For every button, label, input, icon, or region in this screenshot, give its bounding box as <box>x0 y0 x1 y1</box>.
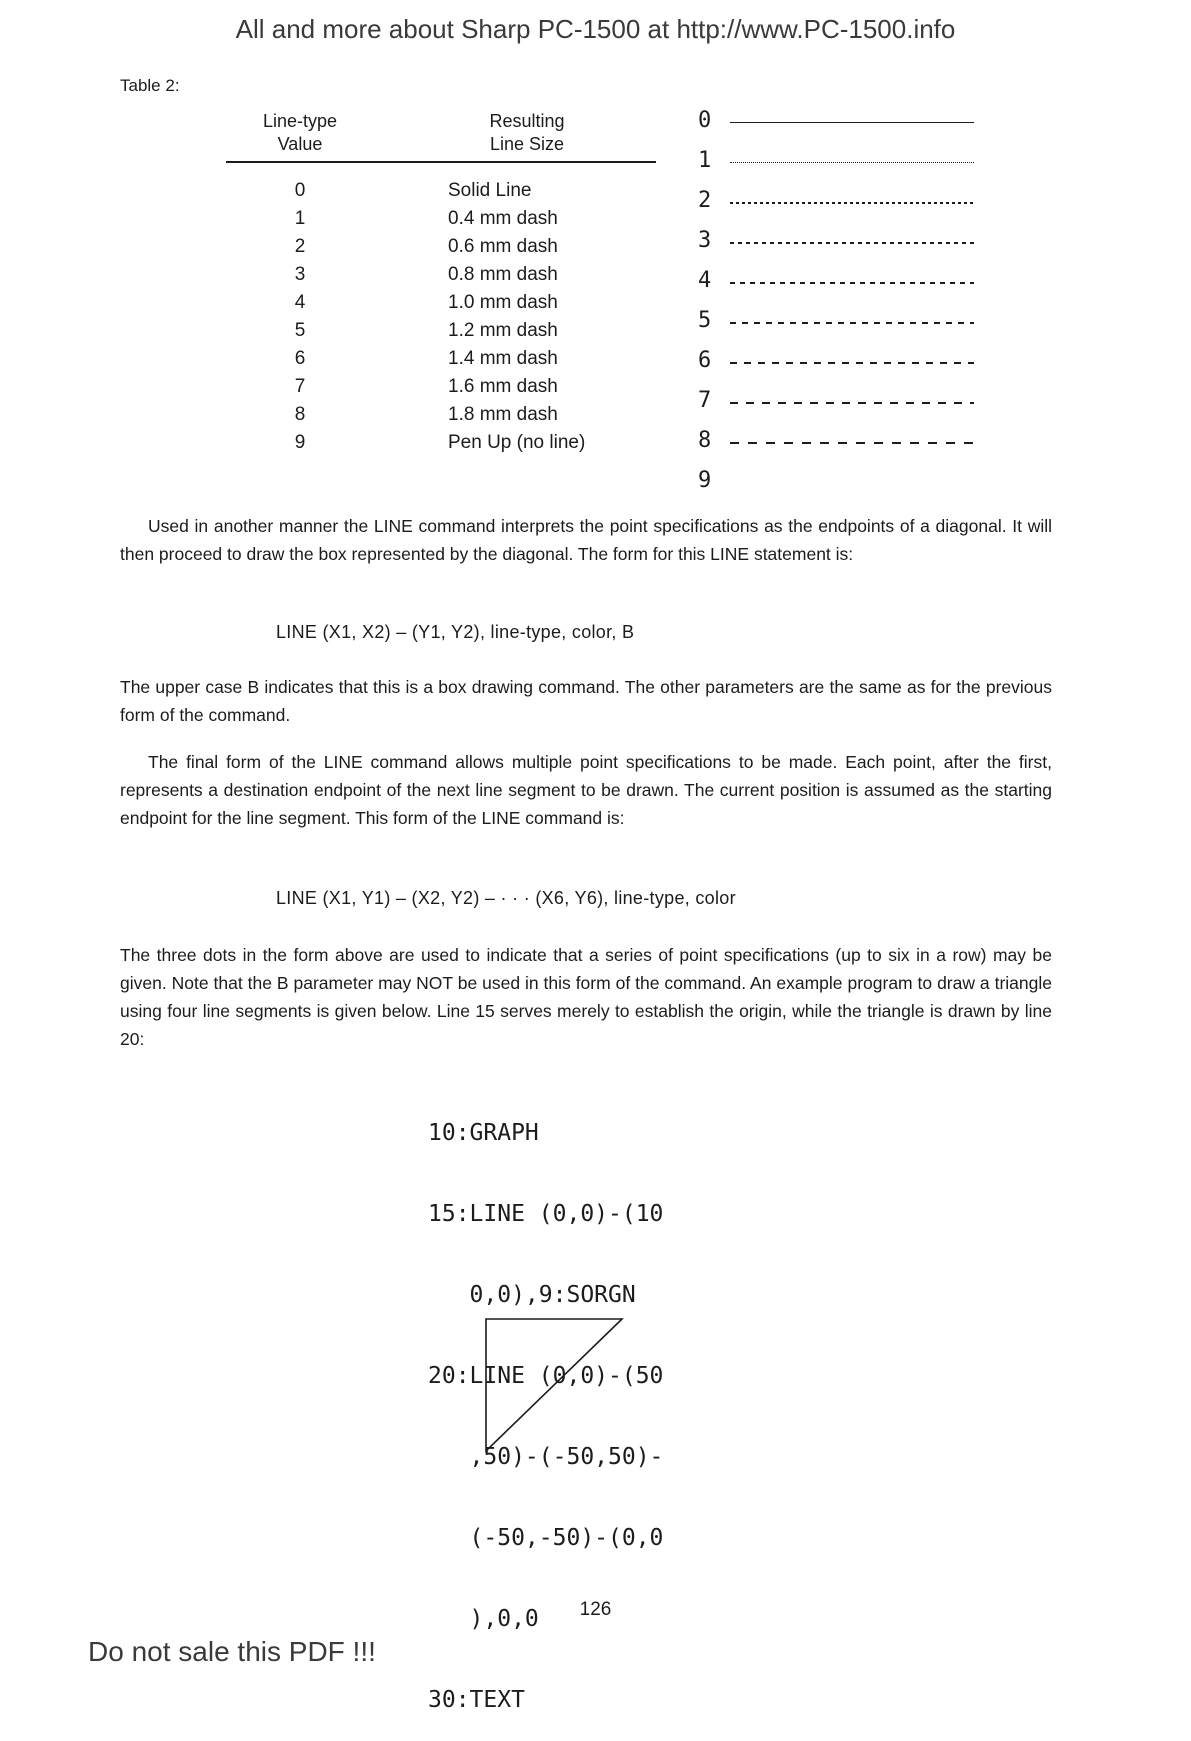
triangle-plot-output <box>470 1305 640 1465</box>
line-type-value: 3 <box>294 264 306 285</box>
line-type-value: 0 <box>294 180 306 201</box>
program-line: ),0,0 <box>428 1606 539 1632</box>
sample-label: 8 <box>698 428 712 453</box>
syntax-line-box: LINE (X1, X2) – (Y1, Y2), line-type, color, B <box>276 622 635 642</box>
syntax-line-multi-point: LINE (X1, Y1) – (X2, Y2) – · · · (X6, Y6), line-type, color <box>276 888 736 908</box>
program-line: (-50,-50)-(0,0 <box>428 1525 664 1551</box>
line-size: 1.2 mm dash <box>448 320 558 341</box>
line-type-value: 7 <box>294 376 306 397</box>
column-header-resulting-line-size: Resulting Line Size <box>489 111 565 154</box>
table-header-rule <box>226 161 656 163</box>
sample-label: 9 <box>698 468 712 493</box>
line-size: 1.0 mm dash <box>448 292 558 313</box>
line-type-value: 4 <box>294 292 306 313</box>
site-banner: All and more about Sharp PC-1500 at http://www.PC-1500.info <box>235 14 956 44</box>
line-size: 0.8 mm dash <box>448 264 558 285</box>
triangle-shape <box>486 1319 622 1451</box>
line-size: 1.4 mm dash <box>448 348 558 369</box>
sample-line <box>730 282 974 284</box>
sample-label: 1 <box>698 148 712 173</box>
line-size: 0.4 mm dash <box>448 208 558 229</box>
line-size: 0.6 mm dash <box>448 236 558 257</box>
column-header-line-type-value: Line-type Value <box>262 111 338 154</box>
sample-label: 2 <box>698 188 712 213</box>
table-caption: Table 2: <box>120 76 180 95</box>
line-type-value: 9 <box>294 432 306 453</box>
program-line: 15:LINE (0,0)-(10 <box>428 1201 664 1227</box>
paragraph-multi-point-form: The final form of the LINE command allows multiple point specifications to be made. Each point, after the first, represents a destination endpoint of the next line segment to be drawn. The current position is assumed as the starting endpoint for the line segment. This form of the LINE command is: <box>120 752 1052 828</box>
sample-line <box>730 442 974 444</box>
line-type-value: 2 <box>294 236 306 257</box>
line-type-value: 8 <box>294 404 306 425</box>
sample-label: 5 <box>698 308 712 333</box>
sample-line <box>730 402 974 404</box>
sample-line <box>730 362 974 364</box>
program-line: 10:GRAPH <box>428 1120 539 1146</box>
line-type-value: 6 <box>294 348 306 369</box>
paragraph-box-parameter: The upper case B indicates that this is a box drawing command. The other parameters are the same as for the previous form of the command. <box>120 677 1052 725</box>
program-line: 0,0),9:SORGN <box>428 1282 636 1308</box>
sample-label: 4 <box>698 268 712 293</box>
line-type-value: 5 <box>294 320 306 341</box>
line-size: 1.8 mm dash <box>448 404 558 425</box>
sample-label: 7 <box>698 388 712 413</box>
sample-line <box>730 162 974 163</box>
page-number: 126 <box>579 1599 612 1620</box>
program-line: 30:TEXT <box>428 1687 525 1713</box>
sample-label: 0 <box>698 108 712 133</box>
sample-line <box>730 122 974 123</box>
sample-line <box>730 322 974 324</box>
program-line: 20:LINE (0,0)-(50 <box>428 1363 664 1389</box>
sample-label: 3 <box>698 228 712 253</box>
sample-line <box>730 242 974 244</box>
line-type-value: 1 <box>294 208 306 229</box>
paragraph-example-intro: The three dots in the form above are used to indicate that a series of point specifications (up to six in a row) may be given. Note that the B parameter may NOT be used in this form of the command. An example program to draw a triangle using four line segments is given below. Line 15 serves merely to establish the origin, while the triangle is drawn by line 20: <box>120 945 1052 1049</box>
pdf-notice-banner: Do not sale this PDF !!! <box>88 1636 376 1667</box>
program-line: ,50)-(-50,50)- <box>428 1444 664 1470</box>
line-size: 1.6 mm dash <box>448 376 558 397</box>
line-size: Solid Line <box>448 180 532 201</box>
sample-line <box>730 202 974 204</box>
sample-label: 6 <box>698 348 712 373</box>
paragraph-box-form-intro: Used in another manner the LINE command interprets the point specifications as the endpoints of a diagonal. It will then proceed to draw the box represented by the diagonal. The form for this LINE statement is: <box>120 516 1052 564</box>
line-size: Pen Up (no line) <box>448 432 586 453</box>
